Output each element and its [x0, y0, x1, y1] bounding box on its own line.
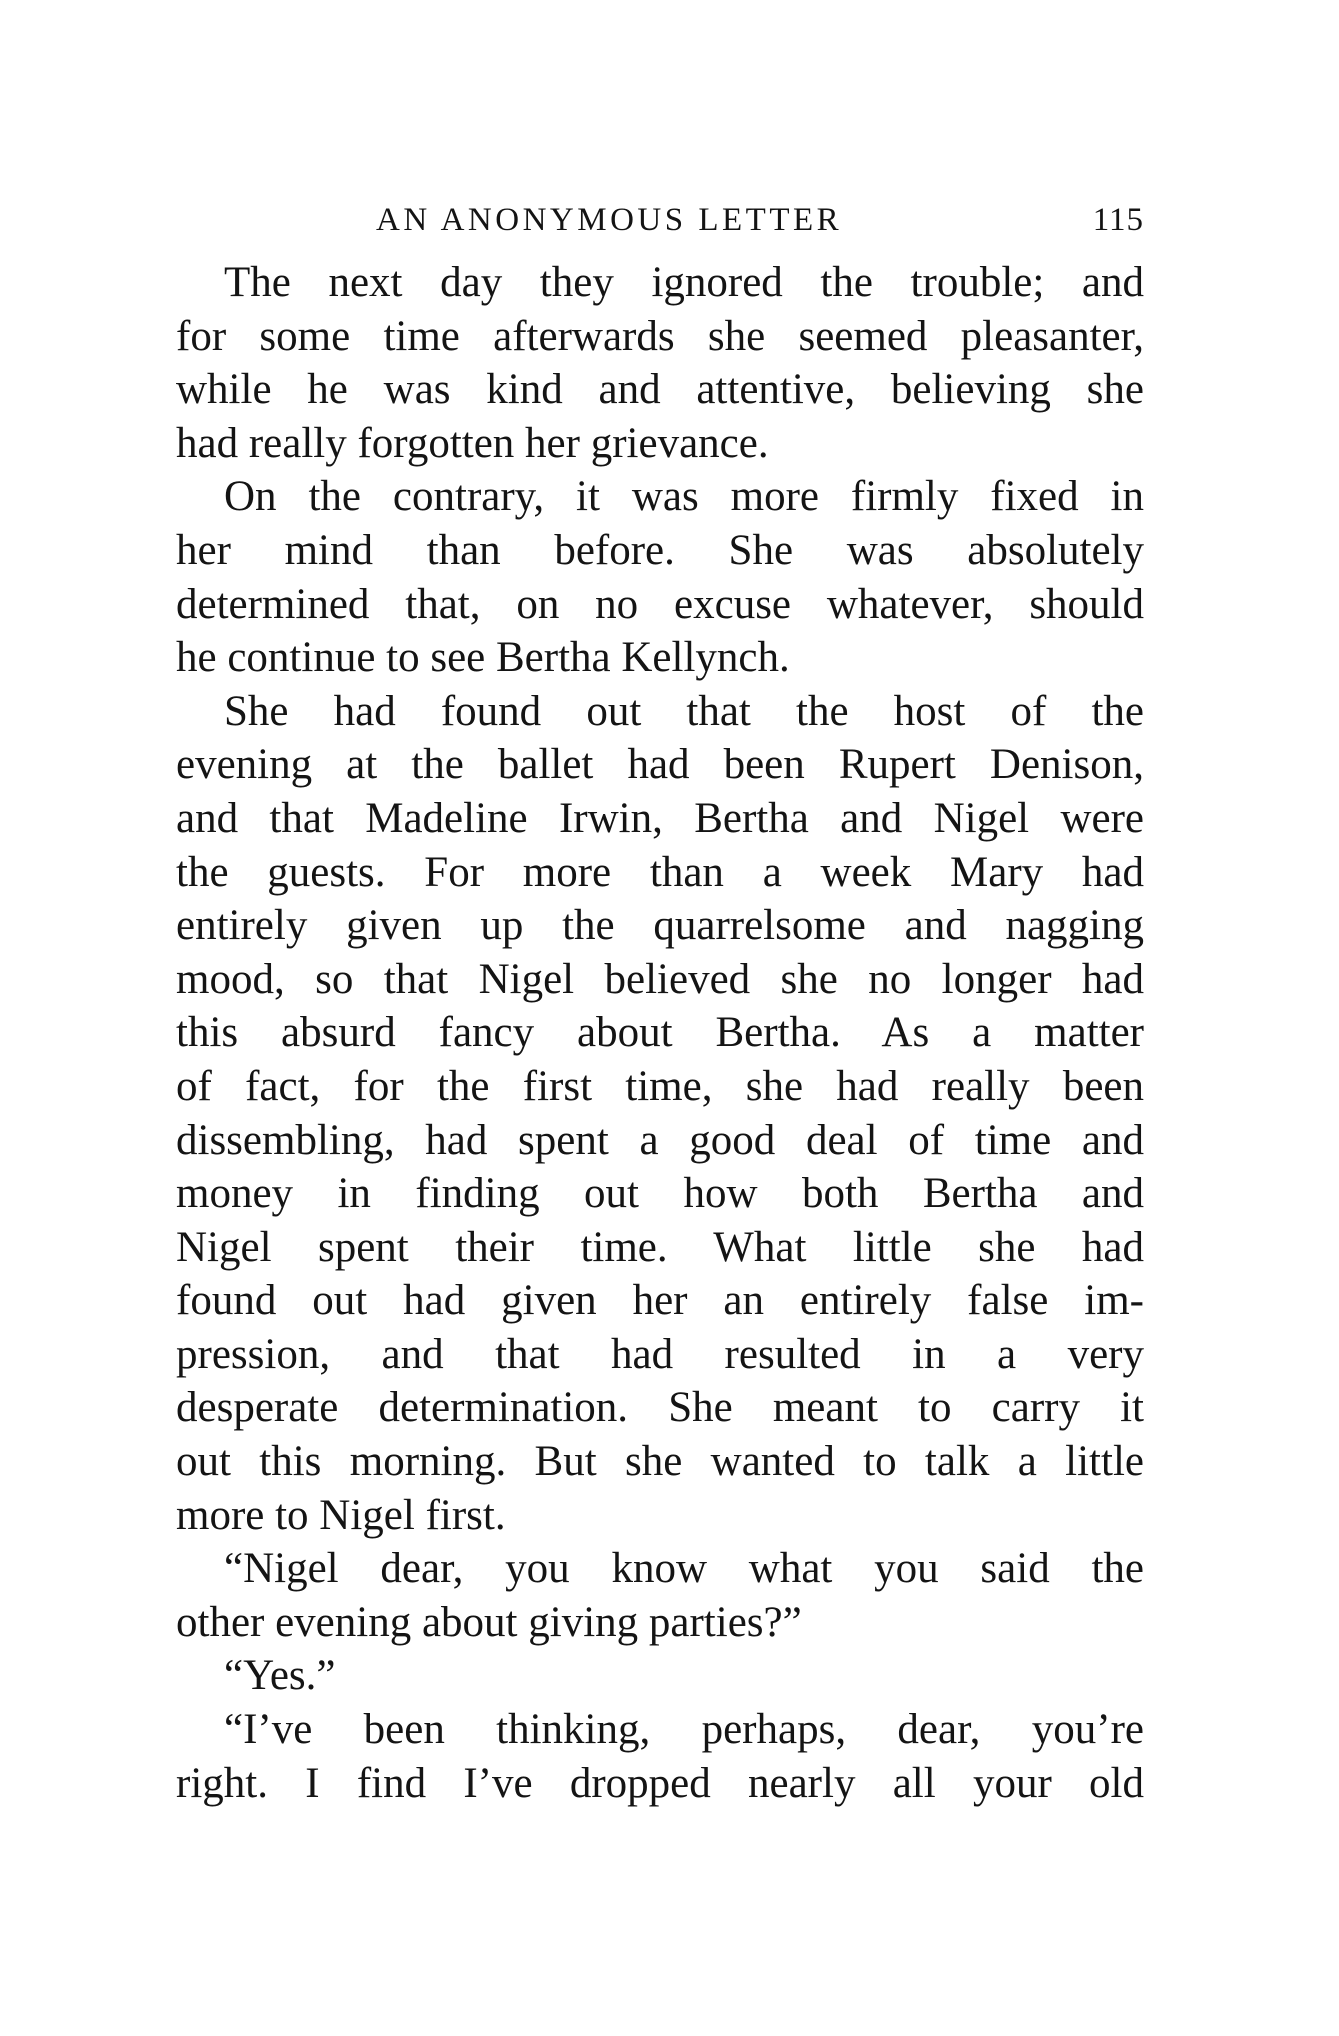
text-line: mood, so that Nigel believed she no longer had — [176, 955, 1144, 1003]
text-line: She had found out that the host of the — [224, 687, 1144, 735]
text-line: pression, and that had resulted in a very — [176, 1330, 1144, 1378]
text-line: out this morning. But she wanted to talk a little — [176, 1438, 1144, 1486]
text-line: evening at the ballet had been Rupert Denison, — [176, 741, 1144, 789]
text-line: more to Nigel first. — [176, 1491, 506, 1539]
text-line: determined that, on no excuse whatever, should — [176, 580, 1144, 628]
text-line: dissembling, had spent a good deal of time and — [176, 1116, 1144, 1164]
text-line: Nigel spent their time. What little she had — [176, 1223, 1144, 1271]
text-line: other evening about giving parties?” — [176, 1598, 802, 1646]
text-line: “I’ve been thinking, perhaps, dear, you’re — [224, 1706, 1144, 1754]
text-line: right. I find I’ve dropped nearly all your old — [176, 1759, 1144, 1807]
text-line: for some time afterwards she seemed pleasanter, — [176, 312, 1144, 360]
text-line: money in finding out how both Bertha and — [176, 1170, 1144, 1218]
text-line: her mind than before. She was absolutely — [176, 526, 1144, 574]
text-line: The next day they ignored the trouble; and — [224, 259, 1144, 306]
text-line: of fact, for the first time, she had really been — [176, 1062, 1144, 1110]
body-text — [176, 256, 1144, 1810]
running-title: AN ANONYMOUS LETTER — [376, 202, 843, 238]
text-line: while he was kind and attentive, believing she — [176, 366, 1144, 414]
text-line: On the contrary, it was more firmly fixed in — [224, 473, 1144, 521]
text-line: and that Madeline Irwin, Bertha and Nigel were — [176, 794, 1144, 842]
text-line: “Nigel dear, you know what you said the — [224, 1545, 1144, 1593]
text-line: the guests. For more than a week Mary had — [176, 848, 1144, 896]
text-line: this absurd fancy about Bertha. As a matter — [176, 1009, 1144, 1057]
text-line: entirely given up the quarrelsome and nagging — [176, 902, 1144, 950]
text-line: “Yes.” — [224, 1652, 336, 1700]
text-line: found out had given her an entirely false im- — [176, 1277, 1144, 1325]
text-line: desperate determination. She meant to carry it — [176, 1384, 1144, 1432]
running-head — [176, 196, 1144, 244]
page-number: 115 — [1092, 202, 1144, 238]
text-line: he continue to see Bertha Kellynch. — [176, 634, 790, 682]
text-line: had really forgotten her grievance. — [176, 419, 769, 467]
